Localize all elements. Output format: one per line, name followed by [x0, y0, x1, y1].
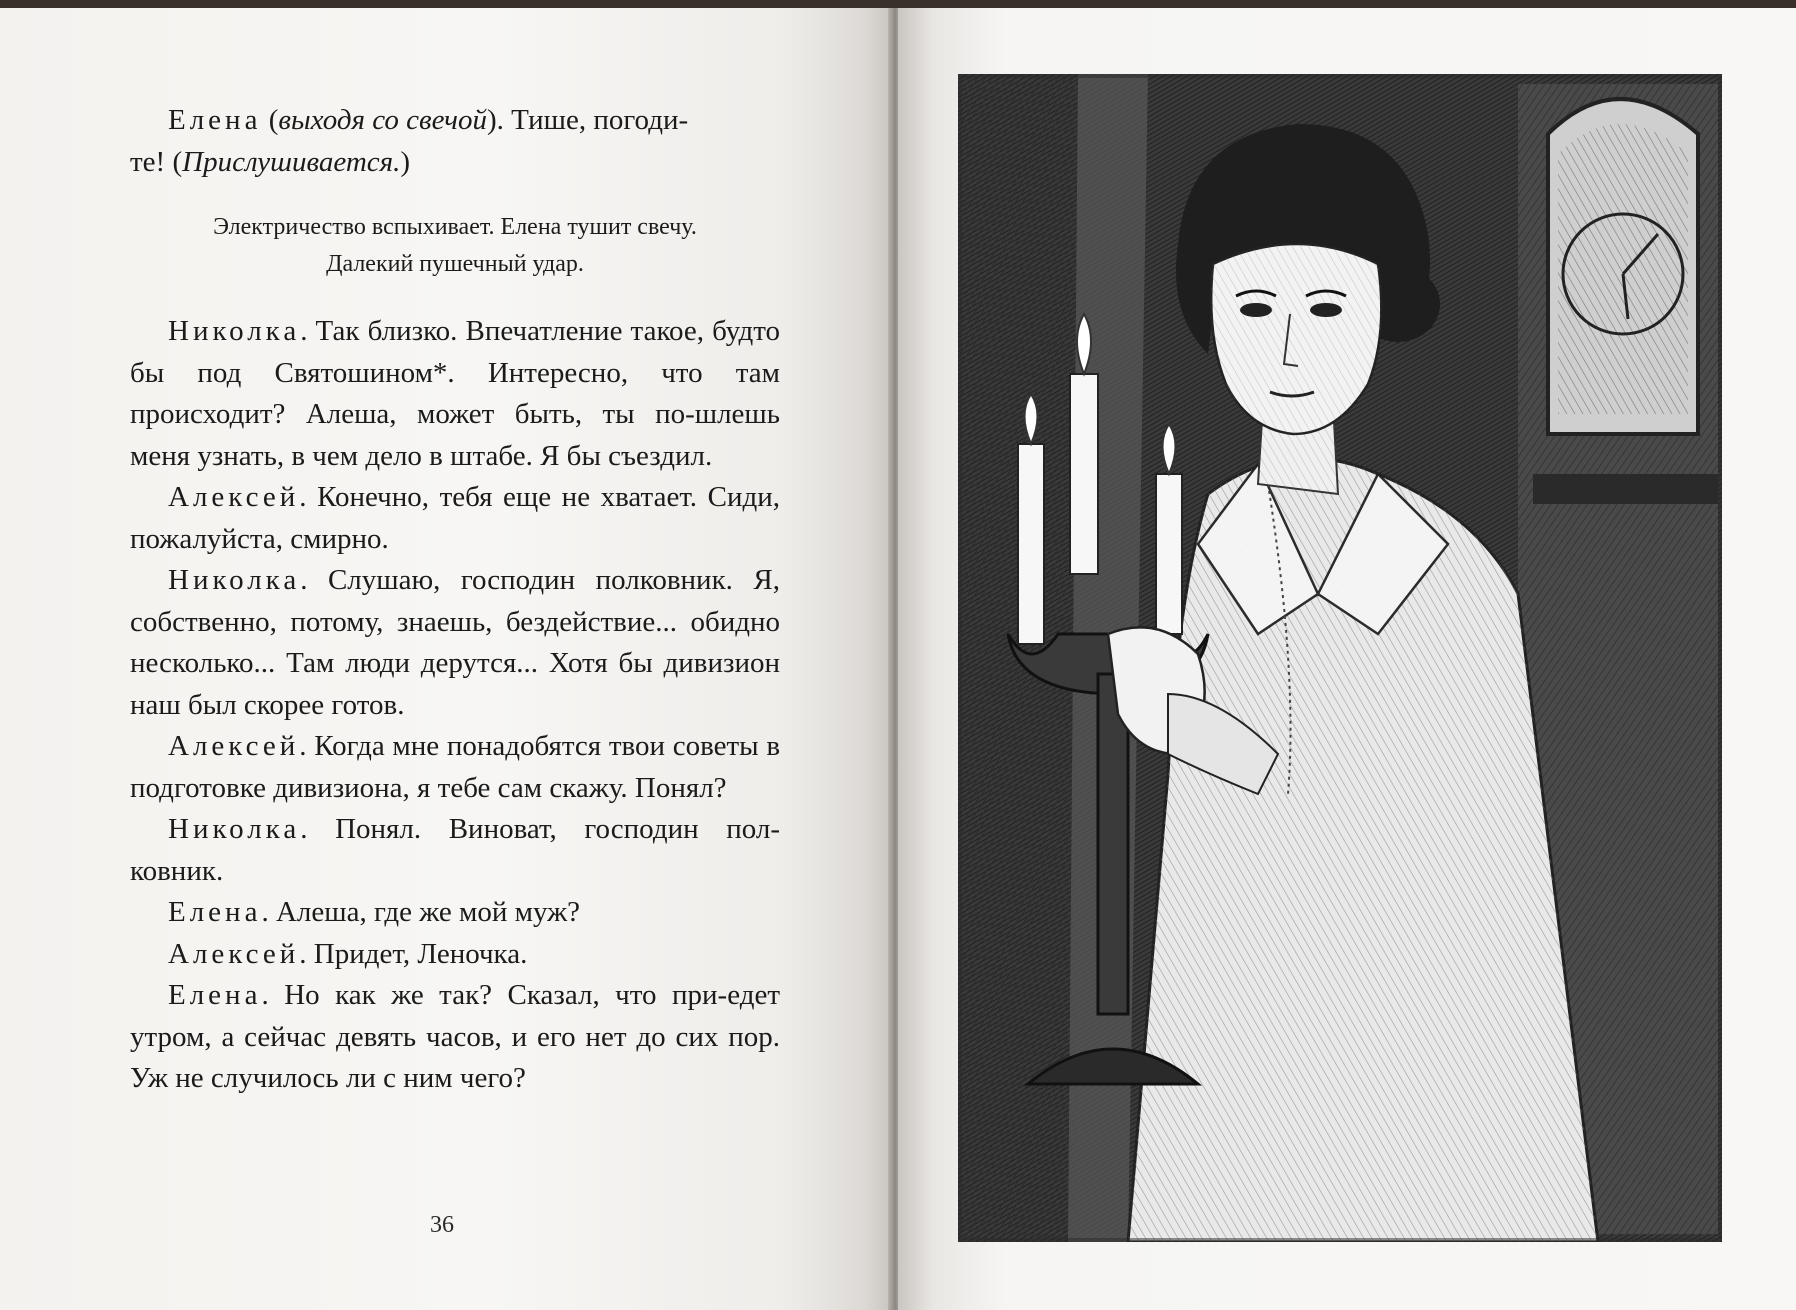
dialogue-text: Но как же так? Сказал, что при-едет утром, а сейчас девять часов, и его нет до сих пор. Уж не случилось ли с ним чего? — [130, 979, 780, 1094]
dialogue-text: Так близко. Впечатление такое, будто бы под Святошином*. Интересно, что там происходит? Алеша, может быть, ты по-шлешь меня узнать, в чем дело в штабе. Я бы съездил. — [130, 315, 780, 472]
eye — [1240, 303, 1272, 317]
dialogue-line: Елена (выходя со свечой). Тише, погоди- те! (Прислушивается.) — [130, 104, 689, 178]
dialogue-text: Когда мне понадобятся твои советы в подготовке дивизиона, я тебе сам скажу. Понял? — [130, 730, 781, 804]
dialogue-text: Конечно, тебя еще не хватает. Сиди, пожалуйста, смирно. — [130, 481, 781, 555]
dialogue-line: Елена. Но как же так? Сказал, что при-едет утром, а сейчас девять часов, и его нет до сих пор. Уж не случилось ли с ним чего? — [130, 979, 780, 1094]
text-block — [130, 100, 780, 1100]
dialogue-line: Николка. Понял. Виноват, господин пол-ковник. — [130, 813, 781, 887]
speaker-name: Елена — [168, 979, 262, 1011]
stage-direction: выходя со свечой — [278, 104, 487, 136]
dialogue-line: Николка. Слушаю, господин полковник. Я, собственно, потому, знаешь, бездействие... обидно несколько... Там люди дерутся... Хотя бы дивизион наш был скорее готов. — [130, 564, 780, 721]
stage-note — [130, 209, 780, 283]
dialogue-line: Елена. Алеша, где же мой муж? — [168, 896, 581, 928]
dialogue-line: Алексей. Когда мне понадобятся твои советы в подготовке дивизиона, я тебе сам скажу. Понял? — [130, 730, 781, 804]
dialogue-text: Тише, погоди- — [511, 104, 689, 136]
dialogue-text: Придет, Леночка. — [313, 937, 528, 970]
dialogue-text: Понял. Виноват, господин пол-ковник. — [130, 813, 781, 887]
illustration — [958, 74, 1722, 1242]
right-page — [898, 8, 1796, 1310]
dialogue-text: Слушаю, господин полковник. Я, собственно, потому, знаешь, бездействие... обидно несколько... Там люди дерутся... Хотя бы дивизион наш был скорее готов. — [130, 564, 780, 721]
dialogue-line: Алексей. Конечно, тебя еще не хватает. Сиди, пожалуйста, смирно. — [130, 481, 781, 555]
speaker-name: Елена — [168, 104, 262, 136]
dialogue-line: Николка. Так близко. Впечатление такое, будто бы под Святошином*. Интересно, что там происходит? Алеша, может быть, ты по-шлешь меня узнать, в чем дело в штабе. Я бы съездил. — [130, 315, 780, 472]
stage-note-line: Далекий пушечный удар. — [326, 251, 584, 277]
dialogue-text: Алеша, где же мой муж? — [275, 896, 581, 928]
speaker-name: Алексей — [168, 730, 300, 762]
dialogue-line: Алексей. Придет, Леночка. — [168, 937, 528, 970]
dialogue-text: те! — [130, 145, 166, 178]
speaker-name: Елена — [168, 896, 262, 928]
speaker-name: Алексей — [168, 481, 300, 513]
page-number: 36 — [430, 1212, 454, 1238]
speaker-name: Николка — [168, 564, 301, 596]
stage-note-line: Электричество вспыхивает. Елена тушит свечу. — [213, 214, 697, 240]
stage-direction: Прислушивается. — [182, 145, 401, 178]
illustration-drawing — [958, 74, 1722, 1242]
eye — [1310, 303, 1342, 317]
speaker-name: Николка — [168, 813, 301, 845]
left-page — [0, 8, 892, 1310]
speaker-name: Николка — [168, 315, 301, 347]
speaker-name: Алексей — [168, 937, 300, 970]
